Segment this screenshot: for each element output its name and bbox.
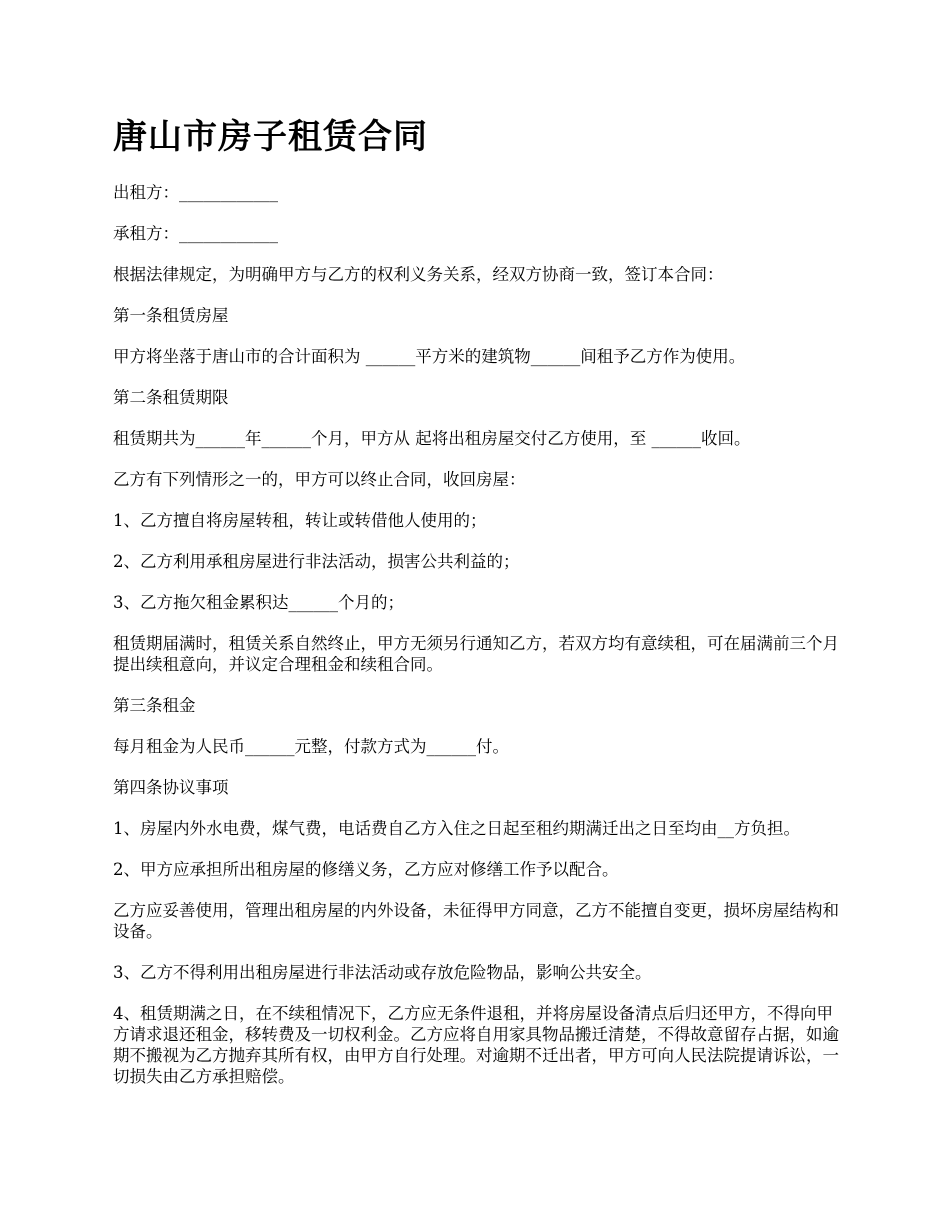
preamble-paragraph: 根据法律规定，为明确甲方与乙方的权利义务关系，经双方协商一致，签订本合同： <box>113 265 724 284</box>
document-page <box>113 112 843 1107</box>
article-4-item-2-note: 乙方应妥善使用，管理出租房屋的内外设备，未征得甲方同意，乙方不能擅自变更，损坏房屋结构和设备。 <box>113 901 839 941</box>
article-3-body: 每月租金为人民币______元整，付款方式为______付。 <box>113 737 509 756</box>
article-1-heading: 第一条租赁房屋 <box>113 306 229 325</box>
article-4-item-4: 4、租赁期满之日，在不续租情况下，乙方应无条件退租，并将房屋设备清点后归还甲方，不得向甲方请求退还租金，移转费及一切权利金。乙方应将自用家具物品搬迁清楚，不得故意留存占据，如逾期不搬视为乙方抛弃其所有权，由甲方自行处理。对逾期不迁出者，甲方可向人民法院提请诉讼，一切损失由乙方承担赔偿。 <box>113 1004 839 1086</box>
article-4-heading: 第四条协议事项 <box>113 778 229 797</box>
article-4-item-2: 2、甲方应承担所出租房屋的修缮义务，乙方应对修缮工作予以配合。 <box>113 860 619 879</box>
article-4-item-3: 3、乙方不得利用出租房屋进行非法活动或存放危险物品，影响公共安全。 <box>113 963 652 982</box>
article-4-item-1: 1、房屋内外水电费，煤气费，电话费自乙方入住之日起至租约期满迁出之日至均由__方负担。 <box>113 819 800 838</box>
lessee-line: 承租方：____________ <box>113 224 278 243</box>
expiry-paragraph: 租赁期届满时，租赁关系自然终止，甲方无须另行通知乙方，若双方均有意续租，可在届满前三个月提出续租意向，并议定合理租金和续租合同。 <box>113 634 839 674</box>
termination-item-3: 3、乙方拖欠租金累积达______个月的； <box>113 593 404 612</box>
termination-item-2: 2、乙方利用承租房屋进行非法活动，损害公共利益的； <box>113 552 520 571</box>
termination-intro: 乙方有下列情形之一的，甲方可以终止合同，收回房屋： <box>113 470 526 489</box>
article-3-heading: 第三条租金 <box>113 696 196 715</box>
article-1-body: 甲方将坐落于唐山市的合计面积为 ______平方米的建筑物______间租予乙方作为使用。 <box>113 347 746 366</box>
termination-item-1: 1、乙方擅自将房屋转租，转让或转借他人使用的； <box>113 511 487 530</box>
document-title: 唐山市房子租赁合同 <box>113 117 428 157</box>
article-2-body: 租赁期共为______年______个月，甲方从 起将出租房屋交付乙方使用，至 ______收回。 <box>113 429 751 448</box>
article-2-heading: 第二条租赁期限 <box>113 388 229 407</box>
lessor-line: 出租方：____________ <box>113 183 278 202</box>
